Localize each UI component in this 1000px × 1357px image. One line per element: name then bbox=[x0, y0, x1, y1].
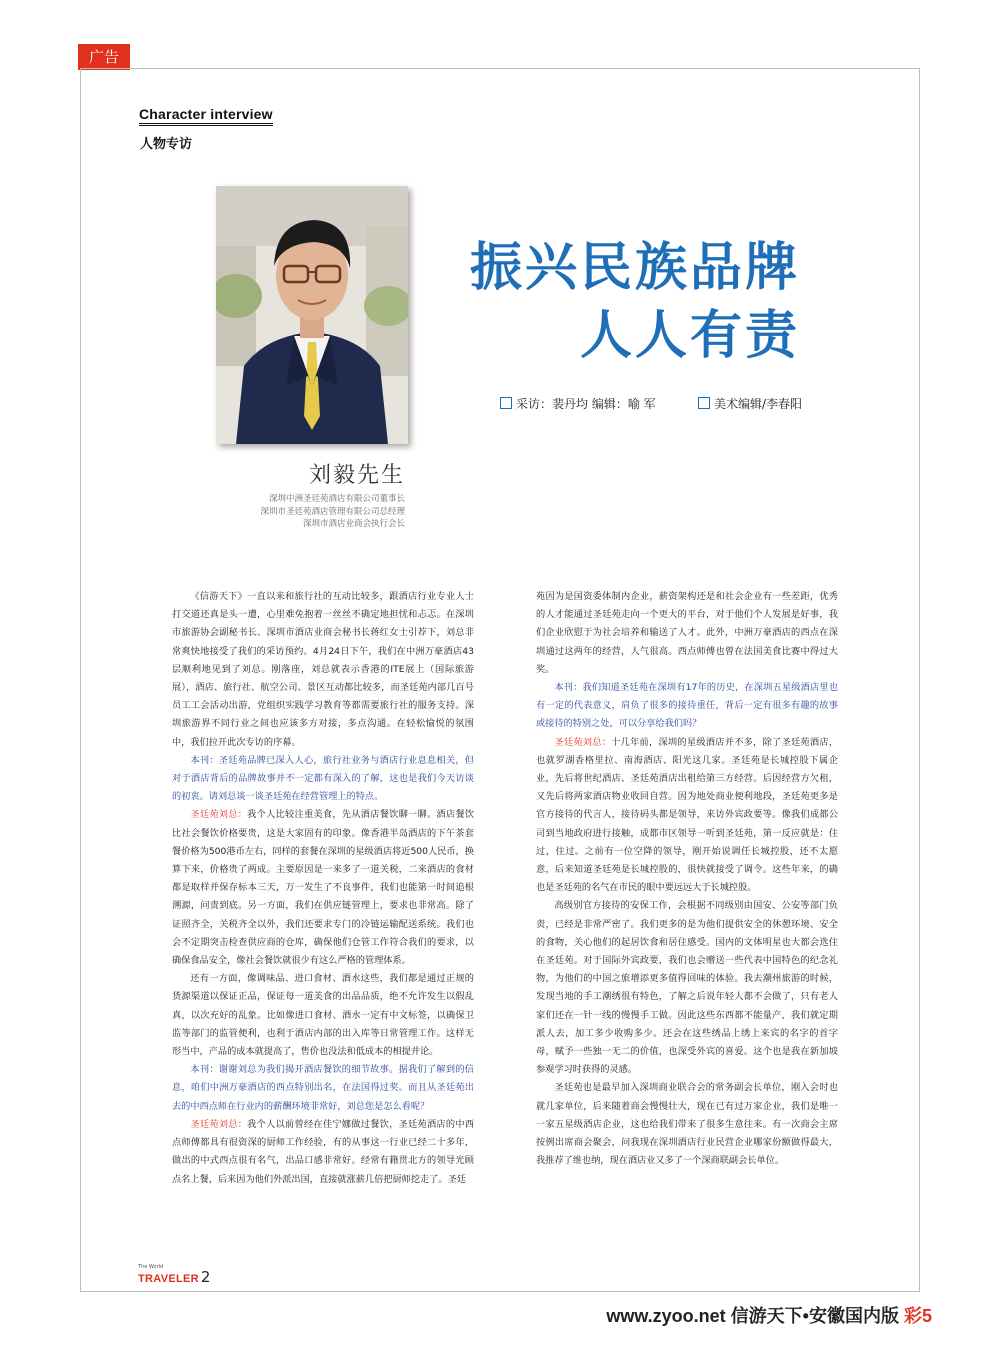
paragraph-text: 本刊：圣廷苑品牌已深入人心，旅行社业务与酒店行业息息相关，但对于酒店背后的品牌故事并不一定都有深入的了解，这也是我们今天访谈的初衷。请刘总谈一谈圣廷苑在经营管理上的特点。 bbox=[172, 754, 474, 803]
headline-line-2: 人人有责 bbox=[579, 306, 800, 366]
credit-interview bbox=[500, 395, 656, 412]
article-paragraph bbox=[536, 1079, 838, 1170]
paragraph-text: 我个人比较注重美食，先从酒店餐饮聊一聊。酒店餐饮比社会餐饮价格要贵，这是大家固有的印象。像香港半岛酒店的下午茶套餐价格为500港币左右，同样的套餐在深圳的星级酒店将近500人民币，换算下来，价格贵了两成。主要原因是一来多了一道关税，二来酒店的食材都是取样并保存标本三天，万一发生了不良事件，我们也能第一时间追根溯源，问责到底。另一方面，我们在供应链管理上，要求也非常高。除了证照齐全，关税齐全以外，我们还要求专门的冷链运输配送系统。我们也会不定期突击检查供应商的仓库，确保他们仓管工作符合我们的要求，以确保食品安全，像社会餐饮就很少有这么严格的管理体系。 bbox=[172, 809, 475, 967]
article-paragraph bbox=[172, 1116, 474, 1189]
page-number-right: 彩5 bbox=[903, 1306, 932, 1326]
section-title-en: Character interview bbox=[139, 106, 273, 126]
traveler-logo bbox=[138, 1262, 210, 1284]
person-role: 深圳市圣廷苑酒店管理有限公司总经理 bbox=[260, 506, 405, 517]
portrait-photo bbox=[216, 186, 408, 444]
logo-big-text: TRAVELER bbox=[138, 1273, 199, 1285]
page-number-left: 2 bbox=[200, 1268, 211, 1286]
paragraph-text: 十几年前，深圳的星级酒店并不多，除了圣廷苑酒店，也就罗湖香格里拉、南海酒店、阳光这几家。圣廷苑是长城控股下属企业，先后将世纪酒店、圣廷苑酒店出租给第三方经营。后因经营方欠租，又先后将两家酒店物业收回自营。因为地处商业便利地段，圣廷苑更多是官方接待的代言人，接待码头都是领导，来访外宾政要等。像我们成都公司到当地政府进行接触，成都市区领导一听到圣廷苑，第一反应就是：住过，住过。之前有一位空降的领导，刚开始说调任长城控股，还不太愿意，后来知道圣廷苑是长城控股的，很快就接受了调令。这些年来，的确也是圣廷苑的名气在市民的眼中要远远大于长城控股。 bbox=[536, 736, 839, 894]
speaker-label: 圣廷苑刘总： bbox=[554, 736, 612, 748]
paragraph-text: 还有一方面，像调味品、进口食材、酒水这些，我们都是通过正规的货源渠道以保证正品，保证每一道美食的出品品质，绝不允许发生以假乱真，以次充好的乱象。比如像进口食材、酒水一定有中文标签，以确保卫监等部门的监管便利，也利于酒店内部的出入库等日常管理工作。这样无形当中，产品的成本就提高了，售价也没法和低成本的相提并论。 bbox=[172, 973, 474, 1058]
article-column-right bbox=[536, 588, 838, 1171]
article-paragraph bbox=[172, 1061, 474, 1116]
footer-publication bbox=[606, 1302, 932, 1328]
paragraph-text: 本刊：我们知道圣廷苑在深圳有17年的历史，在深圳五星级酒店里也有一定的代表意义，肩负了很多的接待重任，背后一定有很多有趣的故事或接待的特别之处，可以分享给我们吗？ bbox=[536, 682, 838, 730]
footer-site-text: www.zyoo.net 信游天下•安徽国内版 bbox=[606, 1306, 899, 1326]
person-name: 刘毅先生 bbox=[308, 463, 405, 488]
paragraph-text: 《信游天下》一直以来和旅行社的互动比较多，跟酒店行业专业人士打交道还真是头一遭，心里难免抱着一丝丝不确定地担忧和忐忑。在深圳市旅游协会副秘书长、深圳市酒店业商会秘书长蒋红女士引荐下，刘总非常爽快地接受了我们的采访预约。4月24日下午，我们在中洲万豪酒店43层顺利地见到了刘总。刚落座，刘总就表示香港的ITE展上（国际旅游展），酒店、旅行社、航空公司、景区互动都比较多，而圣廷苑内部几百号员工工会活动出游，党组织实践学习教育等都需要旅行社的服务支持。深圳旅游界不同行业之间也应该多方对接，多点沟通。在轻松愉悦的氛围中，我们拉开此次专访的序幕。 bbox=[172, 591, 474, 748]
paragraph-text: 苑因为是国资委体制内企业，薪资架构还是和社会企业有一些差距，优秀的人才能通过圣廷苑走向一个更大的平台，对于他们个人发展是好事，我们企业欣慰于为社会培养和输送了人才。此外，中洲万豪酒店的西点在深圳通过这两年的经营，人气很高。西点师傅也曾在法国美食比赛中得过大奖。 bbox=[536, 591, 838, 675]
credit-art-editor bbox=[698, 395, 802, 412]
speaker-label: 圣廷苑刘总： bbox=[190, 809, 248, 821]
article-paragraph bbox=[172, 970, 474, 1061]
square-bullet-icon bbox=[500, 397, 512, 409]
credit-art-editor-text: 美术编辑/李春阳 bbox=[714, 397, 803, 411]
paragraph-text: 本刊：谢谢刘总为我们揭开酒店餐饮的细节故事。据我们了解到的信息，咱们中洲万豪酒店的西点特别出名，在法国得过奖。而且从圣廷苑出去的中西点师在行业内的薪酬环境非常好，刘总您是怎么看呢？ bbox=[172, 1064, 474, 1112]
section-title-cn: 人物专访 bbox=[140, 137, 193, 152]
square-bullet-icon bbox=[698, 397, 710, 409]
article-paragraph bbox=[172, 752, 474, 807]
article-paragraph bbox=[536, 588, 838, 679]
speaker-label: 圣廷苑刘总： bbox=[190, 1118, 248, 1130]
article-paragraph bbox=[172, 806, 474, 970]
article-paragraph bbox=[536, 897, 838, 1079]
person-role: 深圳中洲圣廷苑酒店有限公司董事长 bbox=[268, 494, 405, 504]
credit-interview-text: 采访：裴丹均 编辑：喻 军 bbox=[516, 397, 656, 411]
person-role: 深圳市酒店业商会执行会长 bbox=[302, 519, 405, 529]
paragraph-text: 我个人以前曾经在佳宁娜做过餐饮，圣廷苑酒店的中西点师傅都具有很资深的厨师工作经验，有的从事这一行业已经二十多年，做出的中式西点很有名气，出品口感非常好。经常有籍贯北方的领导光顾点名上餐，后来因为他们外派出国，直接就涨薪几倍把厨师挖走了。圣廷 bbox=[172, 1118, 475, 1185]
paragraph-text: 高级别官方接待的安保工作，会根据不同级别由国安、公安等部门负责，已经是非常严密了。我们更多的是为他们提供安全的休憩环境、安全的食物，关心他们的起居饮食和居住感受。国内的文体明星也大都会选住在圣廷苑。对于国际外宾政要，我们也会赠送一些代表中国特色的纪念礼物，为他们的中国之旅增添更多值得回味的体验。我去潮州旅游的时候，发现当地的手工潮绣很有特色，了解之后说年轻人都不会做了，只有老人家们还在一针一线的慢慢手工做。因此这些东西都不能量产，我们就定期派人去，加工多少收购多少。还会在这些绣品上绣上来宾的名字的首字母，赋予一些独一无二的价值，也深受外宾的喜爱。这个也是我在新加坡参观学习时获得的灵感。 bbox=[536, 900, 838, 1076]
person-roles bbox=[260, 493, 405, 531]
ad-badge: 广告 bbox=[78, 44, 130, 70]
article-paragraph bbox=[536, 679, 838, 734]
article-paragraph bbox=[536, 734, 838, 898]
article-paragraph bbox=[172, 588, 474, 752]
headline-line-1: 振兴民族品牌 bbox=[469, 238, 800, 298]
logo-small-text: The World bbox=[138, 1264, 164, 1270]
article-column-left bbox=[172, 588, 474, 1189]
paragraph-text: 圣廷苑也是最早加入深圳商业联合会的常务副会长单位，刚入会时也就几家单位，后来随着商会慢慢壮大，现在已有过万家企业，我们是唯一一家五星级酒店企业，这也给我们带来了很多生意往来。有一次商会主席按例出席商会聚会，问我现在深圳酒店行业民营企业哪家份额做得最大，我推荐了维也纳，现在酒店业又多了一个深商联副会长单位。 bbox=[536, 1082, 838, 1167]
